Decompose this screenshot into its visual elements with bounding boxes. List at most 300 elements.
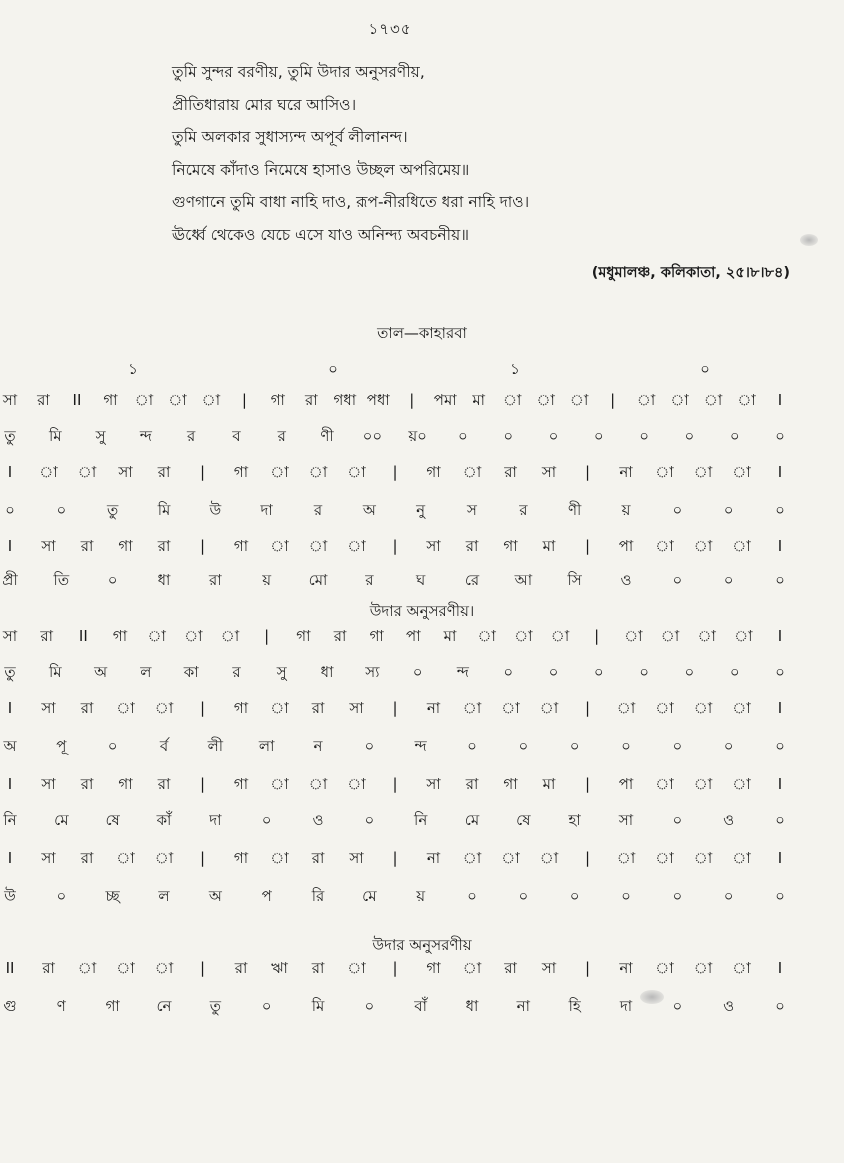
lyric-syllable: সি [567, 571, 582, 589]
swara-note: গা [426, 463, 441, 481]
swara-note: I [7, 849, 13, 867]
lyric-syllable: ০ [412, 663, 423, 681]
lyric-syllable: ০ [723, 887, 734, 905]
swara-note: | [264, 627, 270, 645]
swara-note: া [703, 391, 723, 409]
swara-note: া [693, 849, 713, 867]
swara-note: না [619, 463, 633, 481]
swara-note: রা [80, 699, 94, 717]
refrain-label: উদার অনুসরণীয়। [369, 602, 475, 620]
poem-block [172, 56, 529, 251]
beat-marker: ১ [128, 360, 138, 378]
lyric-row [0, 880, 844, 912]
swara-note: া [116, 849, 135, 867]
lyric-syllable: ০ [503, 427, 514, 445]
swara-note: গধা [333, 391, 357, 409]
paper-smudge [800, 234, 818, 246]
swara-note: সা [41, 537, 56, 555]
lyric-syllable: ০ [548, 663, 559, 681]
lyric-syllable: নে [156, 997, 172, 1015]
lyric-syllable: ০ [518, 887, 529, 905]
swara-note: | [584, 537, 591, 555]
lyric-syllable: ০ [684, 427, 695, 445]
swara-note: গা [503, 537, 518, 555]
lyric-syllable: হি [568, 997, 581, 1015]
swara-note: গা [103, 391, 118, 409]
swara-note: া [616, 699, 636, 717]
swara-note: I [7, 463, 13, 481]
lyric-syllable: ধা [465, 997, 479, 1015]
lyric-syllable: ও [723, 811, 735, 829]
swara-note: II [5, 959, 15, 977]
swara-note: না [426, 699, 441, 717]
lyric-syllable: ষে [105, 811, 120, 829]
swara-note: া [536, 391, 555, 409]
swara-note: মা [542, 775, 556, 793]
lyric-syllable: ন্দ [139, 427, 152, 445]
swara-note: া [201, 391, 221, 409]
swara-note: া [693, 537, 713, 555]
lyric-syllable: য় [262, 571, 272, 589]
lyric-syllable: ০ [107, 737, 118, 755]
swara-note: গা [270, 391, 285, 409]
swara-note: রা [157, 537, 171, 555]
swara-note: | [584, 463, 591, 481]
poem-line: প্রীতিধারায় মোর ঘরে আসিও। [172, 95, 357, 114]
swara-note: া [655, 463, 674, 481]
swara-note: া [477, 627, 496, 645]
lyric-syllable: তু [4, 427, 16, 445]
swara-note: সা [2, 627, 18, 645]
swara-note: I [777, 775, 783, 793]
swara-note: া [270, 699, 289, 717]
lyric-syllable: ০ [672, 737, 683, 755]
poem-line: ঊর্ধ্বে থেকেও যেচে এসে যাও অনিন্দ্য অবচনীয়॥ [172, 225, 469, 244]
swara-note: া [732, 959, 751, 977]
lyric-syllable: ০ [775, 663, 785, 681]
swara-note: া [539, 849, 559, 867]
swara-note: া [347, 959, 366, 977]
swara-note: া [116, 959, 135, 977]
lyric-row [0, 494, 844, 526]
swara-note: | [594, 627, 600, 645]
swara-note: গা [118, 537, 133, 555]
swara-note: া [693, 775, 713, 793]
beat-marker: ০ [328, 360, 338, 378]
swara-note: া [737, 391, 756, 409]
beat-markers [0, 358, 844, 382]
lyric-syllable: ০ [672, 997, 683, 1015]
poem-line: তুমি অলকার সুধাস্যন্দ অপূর্ব লীলানন্দ। [172, 128, 408, 146]
lyric-syllable: বাঁ [414, 997, 427, 1015]
swara-note: না [426, 849, 441, 867]
swara-note: রা [504, 463, 517, 481]
swara-note: া [732, 463, 751, 481]
swara-note: I [7, 775, 13, 793]
lyric-syllable: ০ [775, 571, 785, 589]
lyric-syllable: ০ [621, 737, 631, 755]
swara-note: া [462, 849, 482, 867]
lyric-syllable: ষে [516, 811, 531, 829]
lyric-syllable: ০ [569, 887, 580, 905]
lyric-syllable: মি [48, 663, 62, 681]
lyric-syllable: প [261, 887, 272, 905]
lyric-syllable: ল [140, 663, 152, 681]
lyric-syllable: দা [209, 811, 222, 829]
swara-note: সা [2, 391, 18, 409]
lyric-syllable: ০ [672, 811, 683, 829]
lyric-syllable: ০ [261, 997, 272, 1015]
lyric-syllable: মি [157, 501, 171, 519]
lyric-syllable: চ্ছ [105, 887, 120, 905]
lyric-syllable: গা [105, 997, 120, 1015]
lyric-row [0, 420, 844, 452]
swara-note: া [569, 391, 589, 409]
lyric-syllable: অ [94, 663, 108, 681]
lyric-syllable: অ [3, 737, 17, 755]
lyric-syllable: তু [209, 997, 221, 1015]
swara-note: া [270, 775, 289, 793]
swara-note: I [7, 537, 13, 555]
lyric-syllable: গু [3, 997, 17, 1015]
page-number: ১৭৩৫ [368, 20, 412, 38]
lyric-syllable: রি [311, 887, 325, 905]
swara-note: া [147, 627, 166, 645]
swara-note: I [777, 627, 783, 645]
swara-note: | [584, 959, 591, 977]
swara-note: া [462, 463, 482, 481]
swara-note: I [7, 699, 13, 717]
lyric-syllable: দা [619, 997, 633, 1015]
lyric-syllable: ন্দ [414, 737, 427, 755]
swara-note: া [168, 391, 187, 409]
lyric-syllable: ০ [775, 737, 785, 755]
swara-row [0, 768, 844, 800]
swara-row [0, 456, 844, 488]
swara-note: া [270, 849, 289, 867]
swara-note: | [392, 959, 398, 977]
swara-note: I [777, 959, 783, 977]
swara-note: া [697, 627, 716, 645]
lyric-syllable: ০ [364, 737, 375, 755]
swara-note: সা [41, 849, 56, 867]
swara-note: সা [41, 699, 56, 717]
lyric-syllable: ধা [320, 663, 334, 681]
swara-note: রা [504, 959, 517, 977]
lyric-syllable: র [519, 501, 528, 519]
swara-note: া [655, 849, 674, 867]
swara-note: রা [80, 537, 94, 555]
swara-note: মা [542, 537, 556, 555]
swara-note: মা [443, 627, 457, 645]
swara-row [0, 842, 844, 874]
swara-note: া [502, 391, 522, 409]
lyric-syllable: সু [95, 427, 106, 445]
swara-note: | [392, 463, 398, 481]
swara-note: া [347, 775, 366, 793]
lyric-syllable: ০ [467, 737, 477, 755]
swara-note: রা [333, 627, 347, 645]
lyric-syllable: অ [208, 887, 222, 905]
beat-marker: ০ [700, 360, 710, 378]
swara-note: া [116, 699, 135, 717]
swara-note: রা [80, 849, 94, 867]
lyric-syllable: ০ [684, 663, 695, 681]
swara-note: রা [311, 849, 325, 867]
lyric-syllable: ও [723, 997, 735, 1015]
lyric-syllable: নু [416, 501, 426, 519]
lyric-syllable: য় [416, 887, 426, 905]
swara-note: রা [304, 391, 318, 409]
lyric-syllable: ০ [775, 427, 785, 445]
lyric-syllable: ০ [723, 737, 734, 755]
lyric-syllable: ০ [548, 427, 559, 445]
lyric-syllable: পূ [56, 737, 67, 755]
swara-note: গা [233, 699, 249, 717]
lyric-syllable: ন [313, 737, 323, 755]
swara-note: া [501, 699, 520, 717]
swara-note: রা [157, 463, 171, 481]
swara-note: | [392, 537, 398, 555]
swara-note: গা [503, 775, 518, 793]
lyric-syllable: মো [308, 571, 328, 589]
lyric-syllable: ০ [107, 571, 118, 589]
swara-note: সা [426, 537, 441, 555]
lyric-syllable: ০ [672, 887, 683, 905]
lyric-syllable: ন্দ [456, 663, 469, 681]
lyric-syllable: ০ [775, 997, 785, 1015]
swara-note: া [655, 699, 674, 717]
swara-note: া [347, 537, 366, 555]
swara-note: রা [465, 775, 479, 793]
swara-note: রা [234, 959, 248, 977]
swara-row [0, 692, 844, 724]
swara-note: | [610, 391, 616, 409]
swara-note: II [78, 627, 88, 645]
lyric-syllable: ০ [364, 811, 375, 829]
swara-note: া [732, 699, 751, 717]
lyric-syllable: লী [207, 737, 224, 755]
lyric-syllable: তি [53, 571, 70, 589]
lyric-syllable: কাঁ [156, 811, 172, 829]
lyric-syllable: ০ [593, 427, 604, 445]
lyric-syllable: ০ [775, 501, 785, 519]
swara-note: গা [233, 463, 249, 481]
swara-note: সা [541, 959, 557, 977]
swara-note: মা [472, 391, 486, 409]
lyric-syllable: ০ [56, 501, 67, 519]
swara-note: া [184, 627, 203, 645]
lyric-syllable: প্রী [2, 571, 18, 589]
swara-note: া [39, 463, 58, 481]
swara-note: | [392, 775, 398, 793]
swara-note: না [619, 959, 633, 977]
swara-note: া [616, 849, 636, 867]
beat-marker: ১ [510, 360, 520, 378]
swara-note: গা [233, 775, 249, 793]
lyric-syllable: র [365, 571, 374, 589]
swara-note: া [655, 775, 674, 793]
swara-note: | [241, 391, 247, 409]
swara-note: া [77, 959, 97, 977]
swara-note: া [347, 463, 366, 481]
swara-note: পা [618, 537, 634, 555]
swara-note: | [584, 699, 591, 717]
swara-note: | [392, 849, 398, 867]
swara-note: া [655, 537, 674, 555]
swara-note: রা [311, 699, 325, 717]
swara-note: রা [311, 959, 325, 977]
swara-note: া [270, 463, 289, 481]
lyric-syllable: ণী [567, 501, 582, 519]
swara-note: া [636, 391, 656, 409]
lyric-syllable: লা [258, 737, 275, 755]
swara-note: গা [426, 959, 441, 977]
lyric-syllable: ০ [672, 571, 683, 589]
source-citation: (মধুমালঞ্চ, কলিকাতা, ২৫।৮।৮৪) [591, 265, 790, 281]
swara-note: া [308, 537, 328, 555]
swara-note: া [732, 537, 751, 555]
swara-note: I [777, 849, 783, 867]
lyric-syllable: না [516, 997, 530, 1015]
swara-note: | [199, 537, 206, 555]
swara-note: া [462, 959, 482, 977]
lyric-syllable: উ [209, 501, 222, 519]
swara-note: I [777, 391, 783, 409]
lyric-syllable: তু [4, 663, 16, 681]
lyric-syllable: ০০ [362, 427, 383, 445]
swara-note: া [77, 463, 97, 481]
lyric-syllable: সু [276, 663, 287, 681]
swara-note: া [693, 959, 713, 977]
swara-note: া [154, 699, 174, 717]
swara-note: া [732, 775, 751, 793]
poem-line: গুণগানে তুমি বাধা নাহি দাও, রূপ-নীরধিতে ধরা নাহি দাও। [172, 193, 530, 211]
lyric-syllable: ০ [639, 663, 649, 681]
swara-note: I [777, 463, 783, 481]
lyric-syllable: আ [514, 571, 533, 589]
swara-note: া [308, 463, 328, 481]
swara-note: | [199, 463, 206, 481]
lyric-syllable: তু [107, 501, 119, 519]
swara-note: II [72, 391, 82, 409]
lyric-syllable: ০ [775, 811, 785, 829]
swara-note: | [584, 849, 591, 867]
swara-note: া [624, 627, 643, 645]
swara-note: গা [233, 849, 249, 867]
swara-note: গা [118, 775, 133, 793]
lyric-syllable: ০ [518, 737, 529, 755]
swara-note: া [670, 391, 689, 409]
lyric-syllable: য় [621, 501, 631, 519]
swara-note: পমা [433, 391, 457, 409]
swara-note: া [550, 627, 570, 645]
swara-note: সা [541, 463, 557, 481]
swara-note: া [154, 849, 174, 867]
lyric-syllable: ব [232, 427, 241, 445]
lyric-syllable: ০ [672, 501, 683, 519]
swara-note: রা [80, 775, 94, 793]
swara-note: গা [369, 627, 384, 645]
swara-note: সা [426, 775, 441, 793]
swara-note: | [199, 775, 206, 793]
swara-note: া [734, 627, 753, 645]
lyric-syllable: হা [568, 811, 581, 829]
lyric-syllable: স [467, 501, 477, 519]
swara-note: া [501, 849, 520, 867]
swara-note: গা [112, 627, 128, 645]
lyric-syllable: ও [620, 571, 632, 589]
swara-row [0, 384, 844, 416]
swara-note: | [199, 959, 206, 977]
swara-row [0, 530, 844, 562]
poem-line: নিমেষে কাঁদাও নিমেষে হাসাও উচ্ছল অপরিমেয়॥ [172, 160, 470, 179]
swara-note: া [539, 699, 559, 717]
swara-note: | [584, 775, 591, 793]
lyric-syllable: ০ [723, 571, 734, 589]
lyric-row [0, 564, 844, 596]
swara-note: রা [42, 959, 55, 977]
swara-note: রা [157, 775, 171, 793]
swara-note: া [732, 849, 751, 867]
lyric-row [0, 804, 844, 836]
lyric-syllable: ০ [729, 663, 740, 681]
swara-note: সা [349, 699, 364, 717]
lyric-syllable: ০ [729, 427, 740, 445]
lyric-syllable: কা [183, 663, 199, 681]
lyric-row [0, 730, 844, 762]
lyric-syllable: অ [362, 501, 376, 519]
swara-note: া [308, 775, 328, 793]
refrain-label: উদার অনুসরণীয় [372, 936, 472, 954]
lyric-syllable: র [313, 501, 323, 519]
lyric-syllable: ০ [775, 887, 785, 905]
tala-heading: তাল—কাহারবা [377, 324, 467, 342]
swara-note: া [655, 959, 674, 977]
lyric-syllable: ০ [639, 427, 649, 445]
swara-note: পধা [366, 391, 390, 409]
poem-line: তুমি সুন্দর বরণীয়, তুমি উদার অনুসরণীয়, [172, 63, 425, 81]
swara-note: পা [406, 627, 421, 645]
swara-note: | [199, 849, 206, 867]
lyric-row [0, 656, 844, 688]
lyric-syllable: র্ব [159, 737, 169, 755]
swara-note: I [777, 537, 783, 555]
lyric-syllable: ণী [320, 427, 334, 445]
lyric-syllable: র [187, 427, 196, 445]
swara-note: I [777, 699, 783, 717]
swara-note: সা [118, 463, 133, 481]
lyric-row [0, 990, 844, 1022]
lyric-syllable: ০ [364, 997, 375, 1015]
lyric-syllable: ণ [56, 997, 66, 1015]
lyric-syllable: মি [311, 997, 325, 1015]
swara-note: া [270, 537, 289, 555]
swara-note: | [409, 391, 415, 409]
swara-note: গা [296, 627, 311, 645]
lyric-syllable: ০ [621, 887, 631, 905]
swara-note: া [462, 699, 482, 717]
lyric-syllable: র [232, 663, 241, 681]
swara-note: রা [40, 627, 53, 645]
lyric-syllable: মে [464, 811, 480, 829]
lyric-syllable: মে [362, 887, 377, 905]
lyric-syllable: ল [158, 887, 170, 905]
lyric-syllable: য়০ [408, 427, 427, 445]
lyric-syllable: ০ [458, 427, 468, 445]
swara-note: া [693, 463, 713, 481]
lyric-syllable: রে [464, 571, 480, 589]
